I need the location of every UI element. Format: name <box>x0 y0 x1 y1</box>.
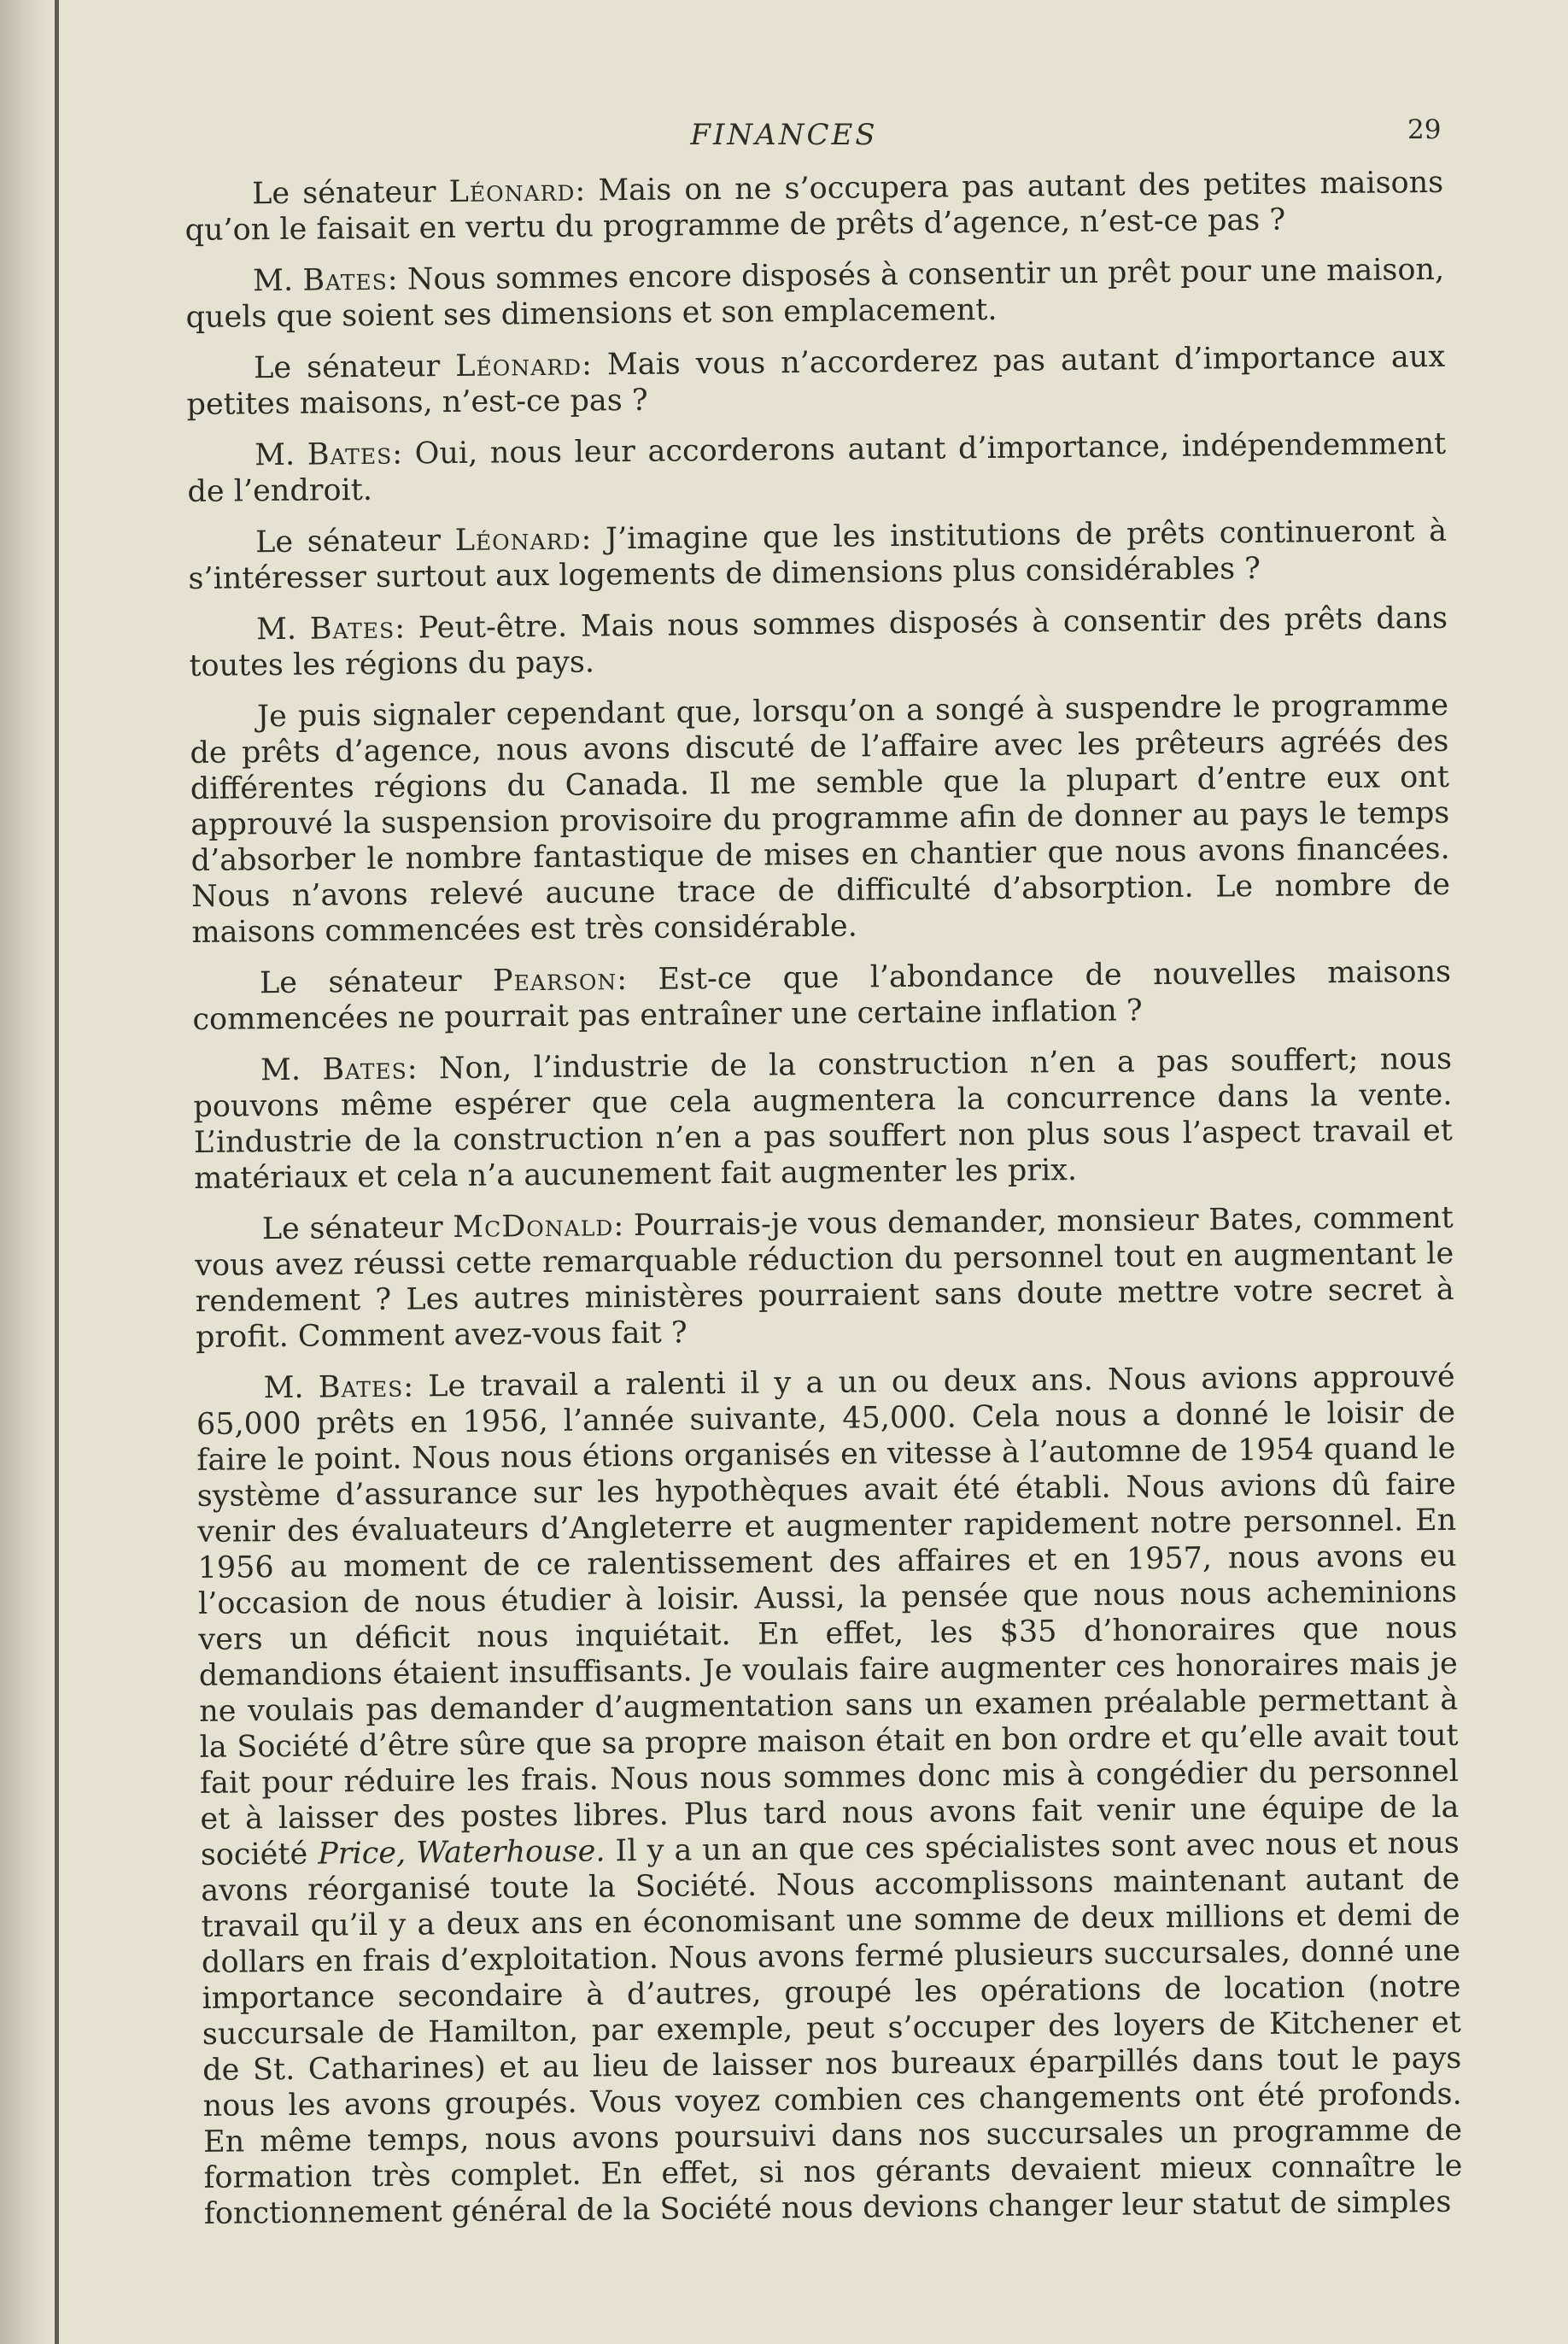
speaker-prefix: M. <box>263 1370 319 1406</box>
speaker-prefix: M. <box>260 1052 323 1088</box>
paragraph-text: : Pourrais-je vous demander, monsieur Bates, comment vous avez réussi cette remarquable réduction du personnel tout en augmentant le rendement ? Les autres ministères pourraient sans doute mettre votre secret à profit. Comment avez-vous fait ? <box>195 1200 1454 1355</box>
speaker-prefix: Le sénateur <box>259 964 494 1001</box>
body-text <box>184 165 1463 2247</box>
paragraph-text: : Peut-être. Mais nous sommes disposés à consentir des prêts dans toutes les régions du pays. <box>189 601 1448 683</box>
paragraph-2 <box>185 252 1445 336</box>
speaker-name: Pearson <box>492 963 617 999</box>
paragraph-text: : J’imagine que les institutions de prêts continueront à s’intéresser surtout aux logements de dimensions plus considérables ? <box>188 513 1448 596</box>
paragraph-text: : Non, l’industrie de la construction n’en a pas souffert; nous pouvons même espérer que cela augmentera la concurrence dans la vente. L’industrie de la construction n’en a pas souffert non plus sous l’aspect travail et matériaux et cela n’a aucunement fait augmenter les prix. <box>193 1041 1453 1196</box>
speaker-name: Bates <box>322 1052 408 1087</box>
speaker-name: Bates <box>309 611 395 647</box>
paragraph-6 <box>189 601 1448 684</box>
company-name: Price, Waterhouse. <box>318 1834 606 1872</box>
paragraph-text: : Oui, nous leur accorderons autant d’importance, indépendemment de l’endroit. <box>187 426 1447 509</box>
speaker-name: Bates <box>307 437 393 472</box>
speaker-prefix: Le sénateur <box>253 349 456 386</box>
speaker-prefix: Le sénateur <box>252 175 449 212</box>
paragraph-8 <box>192 954 1452 1038</box>
paragraph-10 <box>195 1200 1455 1356</box>
paragraph-text: : Nous sommes encore disposés à consentir un prêt pour une maison, quels que soient ses dimensions et son emplacement. <box>185 252 1445 335</box>
speaker-prefix: M. <box>252 263 303 299</box>
paragraph-text: : Le travail a ralenti il y a un ou deux ans. Nous avions approuvé 65,000 prêts en 1956, l’année suivante, 45,000. Cela nous a donné le loisir de faire le point. Nous nous étions organisés en vitesse à l’automne de 1954 quand le système d’assurance sur les hypothèques avait été établi. Nous avions dû faire venir des évaluateurs d’Angleterre et augmenter rapidement notre personnel. En 1956 au moment de ce ralentissement des affaires et en 1957, nous avons eu l’occasion de nous étudier à loisir. Aussi, la pensée que nous nous acheminions vers un déficit nous inquiétait. En effet, les $35 d’honoraires que nous demandions étaient insuffisants. Je voulais faire augmenter ces honoraires mais je ne voulais pas demander d’augmentation sans un examen préalable permettant à la Société d’être sûre que sa propre maison était en bon ordre et qu’elle avait tout fait pour réduire les frais. Nous nous sommes donc mis à congédier du personnel et à laisser des postes libres. Plus tard nous avons fait venir une équipe de la société <box>196 1359 1460 1872</box>
speaker-prefix: M. <box>254 437 307 473</box>
paragraph-text: : Mais on ne s’occupera pas autant des petites maisons qu’on le faisait en vertu du programme de prêts d’agence, n’est-ce pas ? <box>184 165 1444 248</box>
speaker-prefix: M. <box>255 612 310 648</box>
speaker-name: Léonard <box>454 522 582 558</box>
binding-edge <box>55 0 59 2344</box>
speaker-name: Léonard <box>455 348 582 384</box>
paragraph-7 <box>190 688 1451 951</box>
speaker-prefix: Le sénateur <box>255 523 455 560</box>
paragraph-text: : Est-ce que l’abondance de nouvelles maisons commencées ne pourrait pas entraîner une certaine inflation ? <box>192 954 1452 1037</box>
running-title: FINANCES <box>690 118 878 152</box>
paragraph-text: Je puis signaler cependant que, lorsqu’on a songé à suspendre le programme de prêts d’agence, nous avons discuté de l’affaire avec les prêteurs agréés des différentes régions du Canada. Il me semble que la plupart d’entre eux ont approuvé la suspension provisoire du programme afin de donner au pays le temps d’absorber le nombre fantastique de mises en chantier que nous avons financées. Nous n’avons relevé aucune trace de difficulté d’absorption. Le nombre de maisons commencées est très considérable. <box>190 688 1451 950</box>
paragraph-1 <box>184 165 1444 249</box>
paragraph-5 <box>188 513 1448 597</box>
page-number: 29 <box>1407 114 1442 145</box>
paragraph-4 <box>187 426 1447 510</box>
speaker-name: Bates <box>302 262 389 298</box>
speaker-name: Bates <box>318 1369 404 1405</box>
paragraph-9 <box>193 1041 1454 1197</box>
binding-shadow <box>0 0 53 2344</box>
speaker-name: Léonard <box>448 173 576 210</box>
paragraph-text: : Mais vous n’accorderez pas autant d’importance aux petites maisons, n’est-ce pas ? <box>186 339 1446 422</box>
paragraph-text-continued: Il y a un an que ces spécialistes sont avec nous et nous avons réorganisé toute la Société. Nous accomplissons maintenant autant de travail qu’il y a deux ans en économisant une somme de deux millions et demi de dollars en frais d’exploitation. Nous avons fermé plusieurs succursales, donné une importance secondaire à d’autres, groupé les opérations de location (notre succursale de Hamilton, par exemple, peut s’occuper des loyers de Kitchener et de St. Catharines) et au lieu de laisser nos bureaux éparpillés dans tout le pays nous les avons groupés. Vous voyez combien ces changements ont été profonds. En même temps, nous avons poursuivi dans nos succursales un programme de formation très complet. En effet, si nos gérants devaient mieux connaître le fonctionnement général de la Société nous devions changer leur statut de simples <box>201 1825 1463 2231</box>
speaker-name: McDonald <box>453 1209 614 1245</box>
paragraph-3 <box>186 339 1446 423</box>
speaker-prefix: Le sénateur <box>261 1210 453 1247</box>
paragraph-11 <box>196 1359 1463 2232</box>
